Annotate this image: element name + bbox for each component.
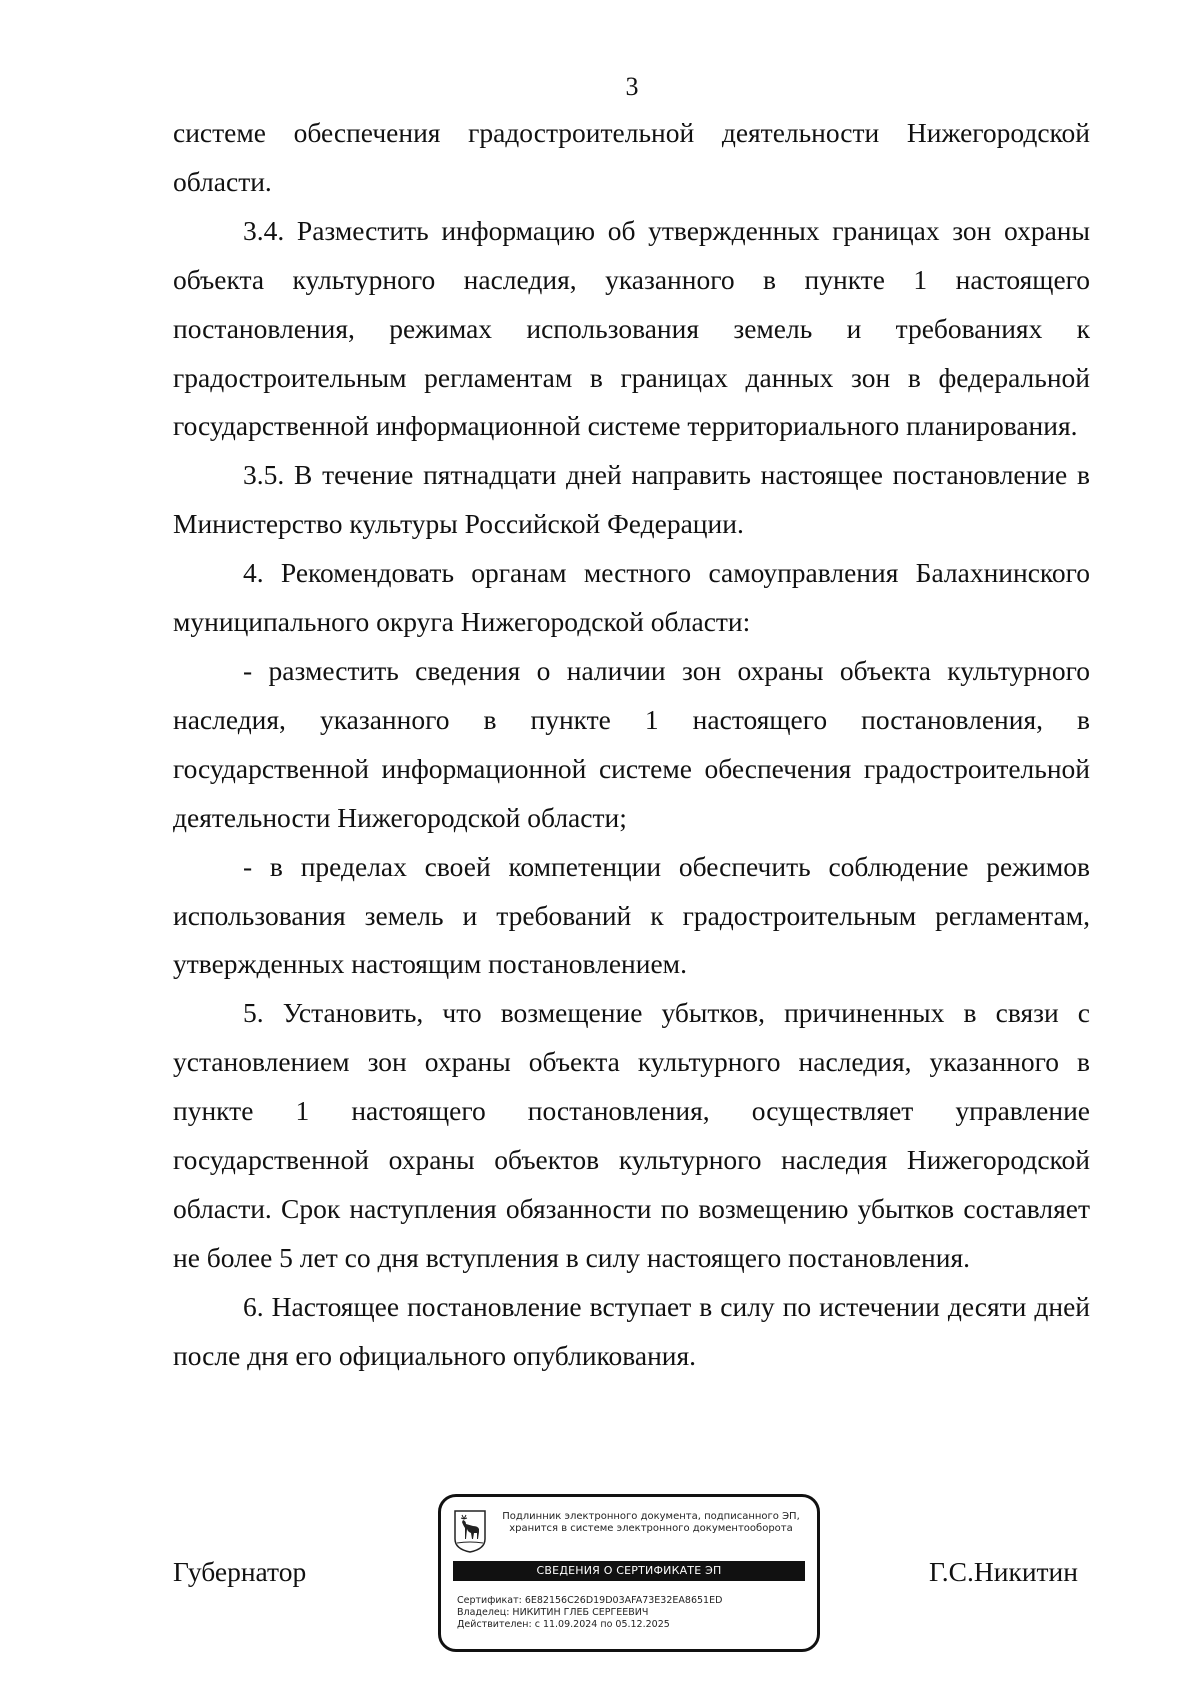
certificate-number: Сертификат: 6E82156C26D19D03AFA73E32EA8651ED <box>457 1595 723 1606</box>
stamp-title-bar: СВЕДЕНИЯ О СЕРТИФИКАТЕ ЭП <box>453 1561 805 1581</box>
signatory-position: Губернатор <box>173 1556 307 1587</box>
paragraph-6: 6. Настоящее постановление вступает в силу по истечении десяти дней после дня его официального опубликования. <box>173 1290 1090 1371</box>
paragraph-4-item-2: - в пределах своей компетенции обеспечить соблюдение режимов использования земель и требований к градостроительным регламентам, утвержденных настоящим постановлением. <box>173 850 1090 980</box>
nizhny-novgorod-deer-emblem-icon <box>453 1509 487 1553</box>
page-number: 3 <box>625 72 639 101</box>
paragraph-continuation: системе обеспечения градостроительной деятельности Нижегородской области. <box>173 117 1090 197</box>
stamp-header-line-1: Подлинник электронного документа, подписанного ЭП, <box>502 1511 800 1522</box>
certificate-validity: Действителен: с 11.09.2024 по 05.12.2025 <box>457 1619 670 1630</box>
paragraph-5: 5. Установить, что возмещение убытков, причиненных в связи с установлением зон охраны объекта культурного наследия, указанного в пункте 1 настоящего постановления, осуществляет управление государственной охраны объектов культурного наследия Нижегородской области. Срок наступления обязанности по возмещению убытков составляет не более 5 лет со дня вступления в силу настоящего постановления. <box>173 997 1090 1273</box>
signatory-name: Г.С.Никитин <box>929 1556 1078 1587</box>
certificate-owner: Владелец: НИКИТИН ГЛЕБ СЕРГЕЕВИЧ <box>457 1607 649 1618</box>
document-body <box>173 109 1090 1381</box>
certificate-details <box>457 1595 809 1631</box>
paragraph-3-5: 3.5. В течение пятнадцати дней направить настоящее постановление в Министерство культуры Российской Федерации. <box>173 459 1090 540</box>
electronic-signature-stamp <box>438 1494 820 1652</box>
paragraph-4-item-1: - разместить сведения о наличии зон охраны объекта культурного наследия, указанного в пункте 1 настоящего постановления, в государственной информационной системе обеспечения градостроительной деятельности Нижегородской области; <box>173 654 1090 833</box>
paragraph-4: 4. Рекомендовать органам местного самоуправления Балахнинского муниципального округа Нижегородской области: <box>173 557 1090 638</box>
stamp-header <box>491 1511 811 1535</box>
paragraph-3-4: 3.4. Разместить информацию об утвержденных границах зон охраны объекта культурного наследия, указанного в пункте 1 настоящего постановления, режимах использования земель и требованиях к градостроительным регламентам в границах данных зон в федеральной государственной информационной системе территориального планирования. <box>173 214 1090 442</box>
stamp-header-line-2: хранится в системе электронного документооборота <box>509 1523 793 1534</box>
